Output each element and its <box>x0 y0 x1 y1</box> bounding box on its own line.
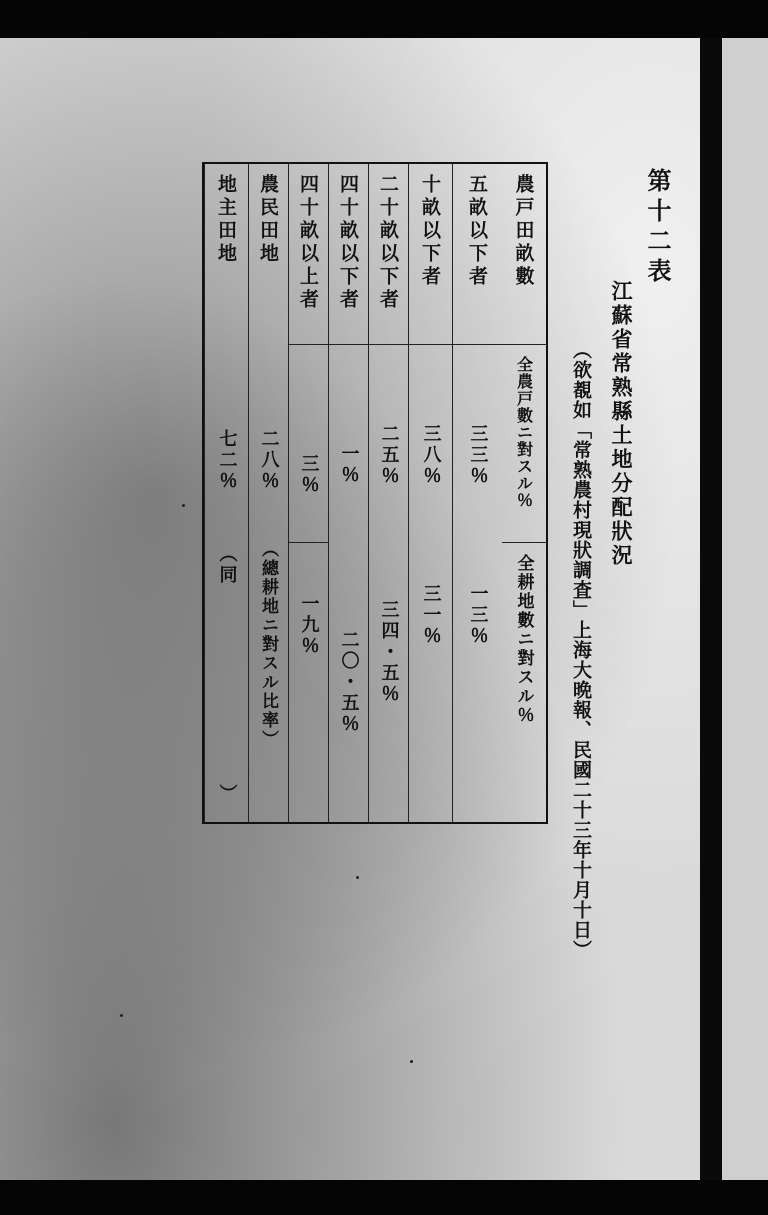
col1-value: 一％ <box>338 444 360 486</box>
col2-value: 三四・五％ <box>378 600 400 705</box>
col1-value: 二八％ <box>258 429 280 492</box>
row-label: 農民田地 <box>257 174 279 266</box>
table-row <box>368 164 408 822</box>
row-label: 四十畝以上者 <box>297 174 319 312</box>
row-label: 十畝以下者 <box>419 174 441 289</box>
facing-page-edge <box>722 38 768 1180</box>
scan-border-bottom <box>0 1180 768 1215</box>
col1-value: 三八％ <box>420 424 442 487</box>
col2-value-close: ） <box>216 784 238 805</box>
print-speck <box>182 504 185 507</box>
col2-value: 二〇・五％ <box>338 630 360 735</box>
col1-value: 二五％ <box>378 424 400 487</box>
col1-value: 三三％ <box>467 424 489 487</box>
col1-value: 三％ <box>298 454 320 496</box>
col2-value: 一九％ <box>298 594 320 657</box>
header-column <box>502 164 546 822</box>
table-row <box>248 164 288 822</box>
scan-border-top <box>0 0 768 38</box>
col2-value: （同 <box>216 544 238 586</box>
row-label: 五畝以下者 <box>466 174 488 289</box>
table-row <box>204 164 248 822</box>
col1-value: 七二％ <box>216 429 238 492</box>
row-label: 四十畝以下者 <box>337 174 359 312</box>
table-row <box>328 164 368 822</box>
print-speck <box>410 1060 413 1063</box>
table-row <box>288 164 328 822</box>
row-label: 二十畝以下者 <box>377 174 399 312</box>
row-label-header: 農戸田畝數 <box>512 174 535 289</box>
col2-value: （總耕地ニ對スル比率） <box>258 540 278 749</box>
col2-header: 全耕地數ニ對スル％ <box>513 554 534 725</box>
table-row <box>452 164 502 822</box>
print-speck <box>120 1014 123 1017</box>
col2-value: 三一％ <box>420 584 442 647</box>
table-row <box>408 164 452 822</box>
print-speck <box>356 876 359 879</box>
land-distribution-table <box>202 162 548 824</box>
table-number-title: 第十二表 <box>643 168 672 288</box>
col2-value: 一三％ <box>467 584 489 647</box>
source-note: （欲覩如「常熟農村現狀調査」上海大晩報、民國二十三年十月十日） <box>570 340 592 960</box>
col1-header: 全農戸數ニ對スル％ <box>514 356 534 509</box>
table-subtitle: 江蘇省常熟縣土地分配狀況 <box>609 280 634 568</box>
book-spine <box>700 38 722 1180</box>
row-label: 地主田地 <box>215 174 237 266</box>
